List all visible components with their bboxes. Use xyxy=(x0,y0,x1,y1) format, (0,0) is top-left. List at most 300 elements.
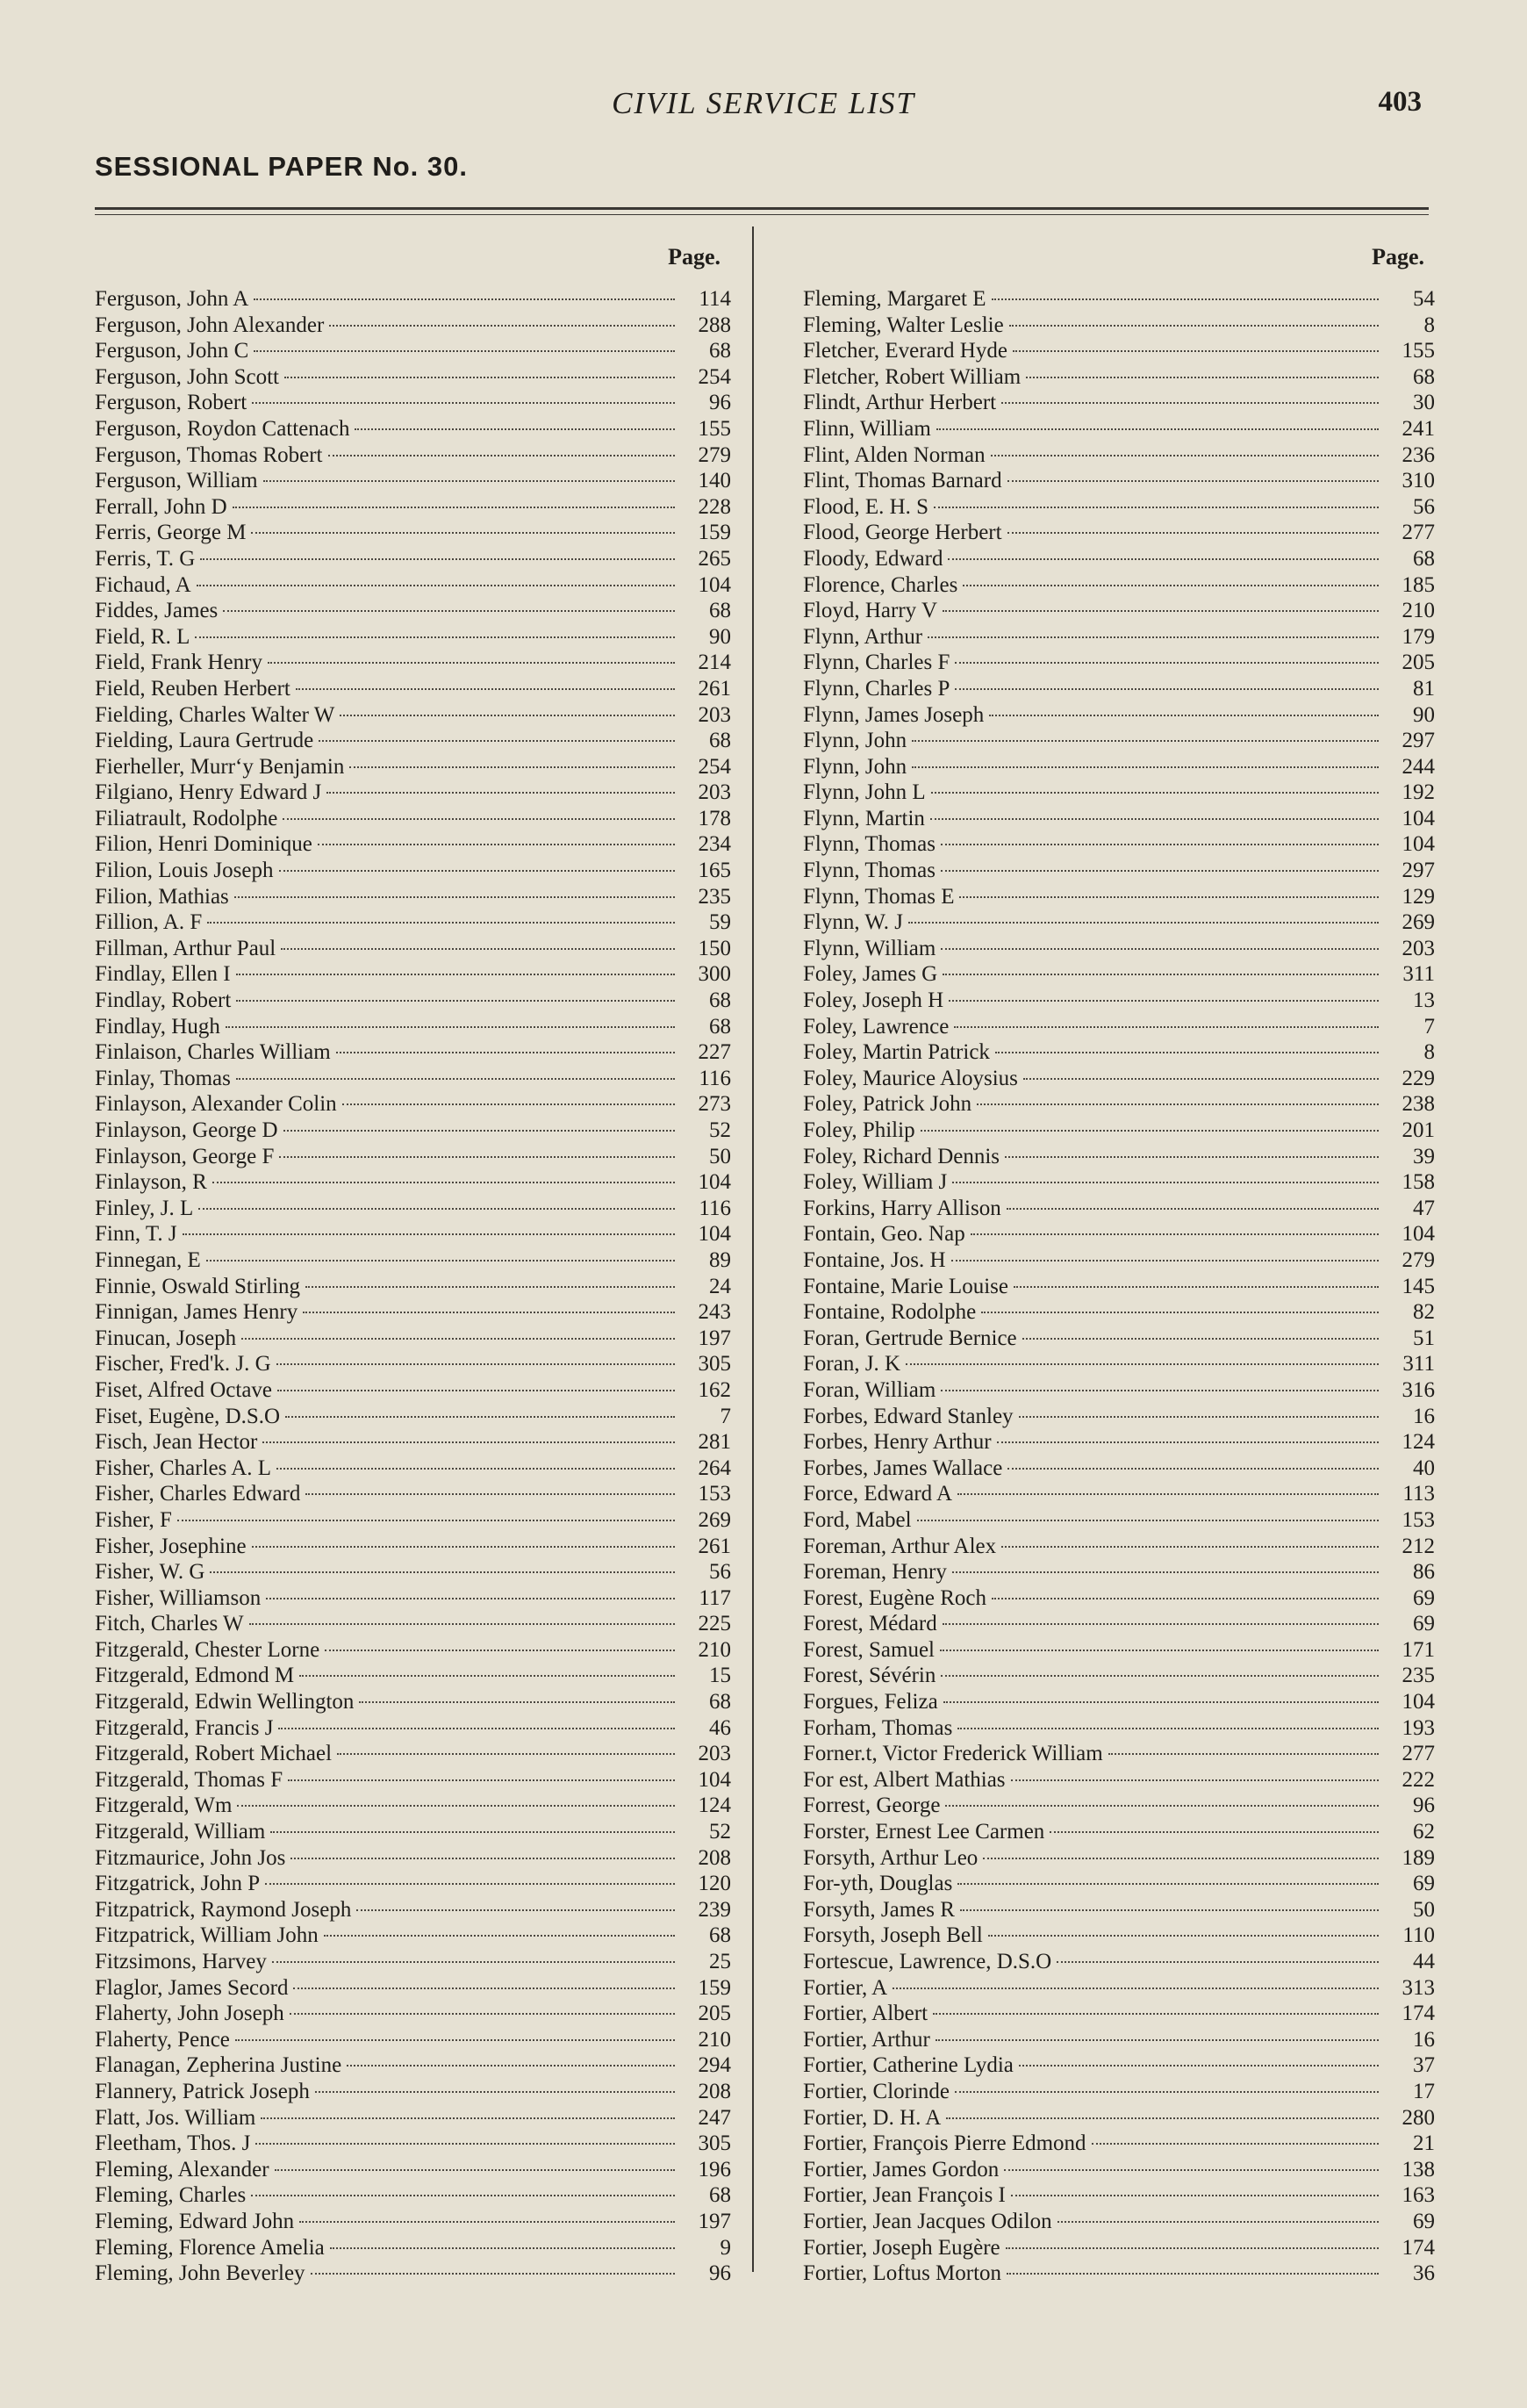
index-entry xyxy=(803,909,1435,936)
dot-leader xyxy=(1006,2247,1379,2249)
entry-name: Forgues, Feliza xyxy=(803,1690,938,1714)
entry-name: For-yth, Douglas xyxy=(803,1872,953,1896)
entry-page-number: 229 xyxy=(1402,1066,1435,1090)
entry-page-number: 153 xyxy=(1402,1507,1435,1532)
dot-leader xyxy=(340,715,675,716)
entry-name: Fitzgerald, Edmond M xyxy=(95,1664,295,1688)
dot-leader xyxy=(948,558,1379,560)
entry-page-number: 62 xyxy=(1413,1820,1435,1844)
dot-leader xyxy=(249,1623,675,1625)
dot-leader xyxy=(934,507,1379,508)
entry-name: Filion, Mathias xyxy=(95,884,229,909)
entry-name: Findlay, Ellen I xyxy=(95,962,231,987)
dot-leader xyxy=(1014,1286,1379,1288)
index-entry xyxy=(95,520,731,546)
index-entry xyxy=(95,1949,731,1975)
entry-name: Forner.t, Victor Frederick William xyxy=(803,1742,1103,1766)
index-entry xyxy=(803,1897,1435,1923)
entry-name: Fortescue, Lawrence, D.S.O xyxy=(803,1950,1052,1973)
entry-name: Flynn, James Joseph xyxy=(803,702,985,727)
entry-name: Flynn, John xyxy=(803,729,907,753)
dot-leader xyxy=(995,1052,1379,1053)
index-entry xyxy=(95,1429,731,1456)
entry-page-number: 104 xyxy=(698,1222,731,1247)
index-entry xyxy=(803,1767,1435,1793)
entry-page-number: 305 xyxy=(698,2131,731,2156)
entry-name: Foran, Gertrude Bernice xyxy=(803,1326,1017,1350)
index-entry xyxy=(803,338,1435,364)
entry-name: Flynn, William xyxy=(803,936,936,960)
entry-name: Finnigan, James Henry xyxy=(95,1300,298,1325)
dot-leader xyxy=(955,2091,1379,2093)
index-entry xyxy=(95,1274,731,1300)
dot-leader xyxy=(912,740,1379,742)
index-entry xyxy=(95,1663,731,1689)
entry-name: Forrest, George xyxy=(803,1793,941,1818)
index-entry xyxy=(95,2209,731,2235)
index-entry xyxy=(95,1014,731,1040)
dot-leader xyxy=(957,1493,1379,1495)
dot-leader xyxy=(936,428,1379,430)
dot-leader xyxy=(1011,2195,1379,2196)
entry-name: Fitzgerald, Francis J xyxy=(95,1715,274,1740)
dot-leader xyxy=(943,1623,1379,1625)
entry-name: Fleming, Edward John xyxy=(95,2209,295,2233)
entry-name: Fielding, Charles Walter W xyxy=(95,702,335,727)
entry-page-number: 277 xyxy=(1402,521,1435,545)
dot-leader xyxy=(234,896,675,898)
dot-leader xyxy=(988,1935,1379,1937)
entry-name: Foley, James G xyxy=(803,962,938,987)
entry-page-number: 185 xyxy=(1402,572,1435,597)
index-entry xyxy=(803,780,1435,806)
entry-page-number: 269 xyxy=(1402,910,1435,935)
entry-name: Forsyth, Arthur Leo xyxy=(803,1845,979,1870)
dot-leader xyxy=(941,844,1379,845)
entry-name: Foley, Richard Dennis xyxy=(803,1144,1000,1168)
entry-name: Forest, Eugène Roch xyxy=(803,1585,986,1610)
dot-leader xyxy=(311,2273,675,2275)
index-entry xyxy=(803,988,1435,1014)
entry-page-number: 124 xyxy=(698,1793,731,1818)
entry-name: Fontaine, Jos. H xyxy=(803,1247,946,1272)
dot-leader xyxy=(284,377,675,378)
entry-name: Fortier, Joseph Eugère xyxy=(803,2235,1000,2260)
dot-leader xyxy=(303,1312,675,1313)
index-entry xyxy=(95,909,731,936)
dot-leader xyxy=(1011,1779,1379,1781)
entry-page-number: 196 xyxy=(698,2157,731,2182)
index-entry xyxy=(95,806,731,832)
entry-name: Fitch, Charles W xyxy=(95,1612,244,1636)
index-entry xyxy=(95,313,731,339)
entry-page-number: 241 xyxy=(1402,416,1435,441)
dot-leader xyxy=(251,2195,675,2196)
entry-page-number: 214 xyxy=(698,651,731,675)
entry-name: Finlayson, George F xyxy=(95,1144,275,1168)
entry-name: Ferguson, Robert xyxy=(95,391,247,415)
dot-leader xyxy=(283,818,675,820)
entry-name: Ferguson, John A xyxy=(95,287,249,311)
dot-leader xyxy=(290,1858,675,1859)
entry-page-number: 46 xyxy=(709,1715,731,1740)
entry-name: Flynn, John xyxy=(803,754,907,779)
entry-name: Fillion, A. F xyxy=(95,910,203,935)
index-entry xyxy=(803,2131,1435,2157)
entry-name: Fleming, Charles xyxy=(95,2183,247,2208)
entry-page-number: 155 xyxy=(698,416,731,441)
index-entry xyxy=(95,546,731,572)
entry-page-number: 59 xyxy=(709,910,731,935)
entry-page-number: 238 xyxy=(1402,1092,1435,1117)
dot-leader xyxy=(1001,1546,1379,1548)
index-entry xyxy=(95,1793,731,1819)
entry-name: Filiatrault, Rodolphe xyxy=(95,806,278,830)
entry-name: Fitzpatrick, William John xyxy=(95,1923,319,1948)
index-entry xyxy=(803,1481,1435,1507)
index-entry xyxy=(95,2052,731,2079)
entry-page-number: 197 xyxy=(698,2209,731,2233)
dot-leader xyxy=(255,2143,675,2145)
index-entry xyxy=(95,1377,731,1404)
entry-page-number: 203 xyxy=(698,1742,731,1766)
dot-leader xyxy=(1005,1156,1379,1158)
entry-page-number: 227 xyxy=(698,1040,731,1065)
dot-leader xyxy=(198,1208,675,1210)
index-entry xyxy=(803,520,1435,546)
dot-leader xyxy=(943,1701,1379,1703)
index-entry xyxy=(803,2079,1435,2105)
entry-name: Fortier, Albert xyxy=(803,2002,928,2026)
dot-leader xyxy=(342,1103,675,1105)
entry-page-number: 120 xyxy=(698,1872,731,1896)
index-entry xyxy=(95,1507,731,1534)
index-entry xyxy=(95,1637,731,1664)
entry-page-number: 56 xyxy=(709,1560,731,1585)
entry-page-number: 89 xyxy=(709,1247,731,1272)
index-entry xyxy=(803,1559,1435,1585)
entry-page-number: 68 xyxy=(709,1923,731,1948)
page-header xyxy=(0,0,1527,219)
entry-name: Fortier, D. H. A xyxy=(803,2105,942,2130)
entry-page-number: 54 xyxy=(1413,287,1435,311)
index-entry xyxy=(95,1871,731,1897)
entry-page-number: 222 xyxy=(1402,1767,1435,1792)
entry-name: Fleming, Florence Amelia xyxy=(95,2235,325,2260)
dot-leader xyxy=(272,1961,675,1963)
dot-leader xyxy=(933,2013,1379,2015)
dot-leader xyxy=(290,2013,675,2015)
entry-name: Ferguson, Roydon Cattenach xyxy=(95,416,350,441)
left-entry-list xyxy=(95,286,731,2287)
dot-leader xyxy=(326,792,675,794)
entry-name: Fitzgatrick, John P xyxy=(95,1872,261,1896)
entry-name: Foley, Patrick John xyxy=(803,1092,972,1117)
entry-page-number: 9 xyxy=(720,2235,731,2260)
entry-page-number: 104 xyxy=(698,1170,731,1195)
entry-page-number: 44 xyxy=(1413,1950,1435,1973)
dot-leader xyxy=(949,1000,1379,1002)
entry-page-number: 110 xyxy=(1402,1923,1435,1948)
dot-leader xyxy=(930,818,1379,820)
entry-name: Forsyth, James R xyxy=(803,1897,955,1922)
entry-page-number: 50 xyxy=(709,1144,731,1168)
entry-name: Fitzsimons, Harvey xyxy=(95,1950,267,1973)
entry-name: Forster, Ernest Lee Carmen xyxy=(803,1820,1045,1844)
entry-page-number: 104 xyxy=(1402,1222,1435,1247)
dot-leader xyxy=(1009,325,1379,327)
dot-leader xyxy=(305,1286,675,1288)
dot-leader xyxy=(254,298,675,300)
index-entry xyxy=(803,831,1435,858)
entry-page-number: 69 xyxy=(1413,1872,1435,1896)
index-entry xyxy=(803,1091,1435,1118)
entry-page-number: 138 xyxy=(1402,2157,1435,2182)
entry-page-number: 37 xyxy=(1413,2053,1435,2078)
dot-leader xyxy=(936,2039,1379,2041)
index-entry xyxy=(95,1534,731,1560)
entry-name: Filion, Louis Joseph xyxy=(95,859,274,883)
index-entry xyxy=(95,572,731,599)
entry-name: Fiddes, James xyxy=(95,599,219,623)
dot-leader xyxy=(305,1493,675,1495)
dot-leader xyxy=(329,325,675,327)
entry-page-number: 203 xyxy=(1402,936,1435,960)
entry-name: Finlayson, R xyxy=(95,1170,207,1195)
entry-page-number: 69 xyxy=(1413,1612,1435,1636)
dot-leader xyxy=(336,1052,675,1053)
entry-page-number: 68 xyxy=(709,1014,731,1039)
entry-name: Fortier, Arthur xyxy=(803,2027,930,2052)
entry-name: Finley, J. L xyxy=(95,1196,194,1220)
index-entry xyxy=(803,1507,1435,1534)
index-entry xyxy=(803,1404,1435,1430)
index-entry xyxy=(95,1585,731,1612)
dot-leader xyxy=(265,1883,675,1885)
dot-leader xyxy=(1019,2065,1379,2067)
index-entry xyxy=(803,728,1435,754)
index-entry xyxy=(803,1741,1435,1767)
entry-page-number: 210 xyxy=(1402,599,1435,623)
entry-name: Flood, E. H. S xyxy=(803,494,929,519)
entry-page-number: 90 xyxy=(1413,702,1435,727)
dot-leader xyxy=(1108,1753,1379,1755)
left-column-heading: Page. xyxy=(668,244,720,270)
entry-name: Foreman, Arthur Alex xyxy=(803,1534,997,1558)
entry-name: Flannery, Patrick Joseph xyxy=(95,2079,310,2103)
index-entry xyxy=(95,1456,731,1482)
dot-leader xyxy=(347,2065,675,2067)
dot-leader xyxy=(296,688,675,690)
dot-leader xyxy=(921,1130,1379,1132)
entry-page-number: 310 xyxy=(1402,469,1435,493)
entry-page-number: 155 xyxy=(1402,339,1435,363)
index-entry xyxy=(803,2261,1435,2287)
index-entry xyxy=(95,2105,731,2131)
dot-leader xyxy=(952,1571,1379,1573)
index-entry xyxy=(95,961,731,988)
entry-name: Fortier, Loftus Morton xyxy=(803,2261,1002,2286)
index-entry xyxy=(95,1091,731,1118)
index-entry xyxy=(95,416,731,442)
dot-leader xyxy=(233,507,675,508)
entry-page-number: 210 xyxy=(698,2027,731,2052)
header-rule-thin xyxy=(95,214,1429,215)
entry-name: Flynn, Thomas xyxy=(803,859,936,883)
dot-leader xyxy=(279,1156,675,1158)
dot-leader xyxy=(183,1233,675,1235)
index-entry xyxy=(803,624,1435,651)
entry-page-number: 239 xyxy=(698,1897,731,1922)
entry-name: Fletcher, Everard Hyde xyxy=(803,339,1007,363)
dot-leader xyxy=(235,2039,675,2041)
dot-leader xyxy=(275,2169,675,2171)
entry-page-number: 145 xyxy=(1402,1274,1435,1298)
index-entry xyxy=(803,2157,1435,2183)
entry-page-number: 68 xyxy=(709,988,731,1013)
index-entry xyxy=(95,624,731,651)
dot-leader xyxy=(195,636,675,638)
index-entry xyxy=(803,884,1435,910)
index-entry xyxy=(803,1429,1435,1456)
entry-page-number: 7 xyxy=(720,1404,731,1428)
dot-leader xyxy=(324,1935,675,1937)
dot-leader xyxy=(963,585,1379,586)
entry-page-number: 81 xyxy=(1413,676,1435,701)
index-entry xyxy=(95,286,731,313)
index-entry xyxy=(803,2235,1435,2261)
index-entry xyxy=(803,858,1435,884)
index-entry xyxy=(803,1118,1435,1144)
index-entry xyxy=(95,494,731,521)
index-entry xyxy=(803,1871,1435,1897)
entry-name: Flynn, Thomas xyxy=(803,832,936,857)
entry-page-number: 235 xyxy=(1402,1664,1435,1688)
entry-page-number: 247 xyxy=(698,2105,731,2130)
entry-page-number: 269 xyxy=(698,1507,731,1532)
entry-page-number: 162 xyxy=(698,1377,731,1402)
dot-leader xyxy=(906,1363,1379,1365)
entry-page-number: 116 xyxy=(699,1196,731,1220)
entry-page-number: 140 xyxy=(698,469,731,493)
dot-leader xyxy=(1007,2273,1379,2275)
dot-leader xyxy=(991,455,1379,456)
index-entry xyxy=(95,1144,731,1170)
dot-leader xyxy=(210,1571,675,1573)
entry-page-number: 228 xyxy=(698,494,731,519)
entry-name: Fletcher, Robert William xyxy=(803,364,1022,389)
entry-page-number: 16 xyxy=(1413,2027,1435,2052)
entry-name: Finnegan, E xyxy=(95,1247,201,1272)
entry-name: Ferguson, John C xyxy=(95,339,249,363)
entry-page-number: 8 xyxy=(1423,1040,1435,1065)
index-entry xyxy=(803,1014,1435,1040)
index-entry xyxy=(803,1299,1435,1326)
index-entry xyxy=(803,1663,1435,1689)
entry-name: Fisher, Williamson xyxy=(95,1585,262,1610)
entry-name: Ferguson, Thomas Robert xyxy=(95,442,323,467)
index-entry xyxy=(803,1949,1435,1975)
dot-leader xyxy=(236,974,675,975)
entry-page-number: 163 xyxy=(1402,2183,1435,2208)
entry-page-number: 311 xyxy=(1402,1352,1435,1377)
index-entry xyxy=(803,1689,1435,1715)
entry-name: Flynn, Thomas E xyxy=(803,884,955,909)
entry-name: Forkins, Harry Allison xyxy=(803,1196,1001,1220)
entry-page-number: 7 xyxy=(1423,1014,1435,1039)
entry-name: Flaherty, John Joseph xyxy=(95,2002,284,2026)
index-entry xyxy=(803,1221,1435,1247)
entry-page-number: 16 xyxy=(1413,1404,1435,1428)
entry-name: Ferguson, William xyxy=(95,469,258,493)
entry-page-number: 158 xyxy=(1402,1170,1435,1195)
entry-name: Flynn, Martin xyxy=(803,806,925,830)
dot-leader xyxy=(262,1441,675,1443)
dot-leader xyxy=(917,1520,1379,1521)
page-number: 403 xyxy=(1378,86,1422,118)
entry-name: Floyd, Harry V xyxy=(803,599,938,623)
dot-leader xyxy=(977,1103,1379,1105)
entry-name: Fortier, Jean Jacques Odilon xyxy=(803,2209,1052,2233)
entry-name: Fortier, A xyxy=(803,1975,888,2000)
entry-name: Florence, Charles xyxy=(803,572,958,597)
dot-leader xyxy=(318,844,675,845)
index-entry xyxy=(803,1144,1435,1170)
dot-leader xyxy=(337,1753,675,1755)
dot-leader xyxy=(325,1650,675,1651)
entry-name: Findlay, Robert xyxy=(95,988,232,1013)
entry-page-number: 153 xyxy=(698,1482,731,1506)
entry-name: Fitzgerald, William xyxy=(95,1820,266,1844)
entry-page-number: 225 xyxy=(698,1612,731,1636)
dot-leader xyxy=(299,1675,675,1677)
right-column-heading: Page. xyxy=(1372,244,1424,270)
dot-leader xyxy=(981,1312,1379,1313)
entry-page-number: 277 xyxy=(1402,1742,1435,1766)
dot-leader xyxy=(223,610,675,612)
entry-name: Forbes, James Wallace xyxy=(803,1456,1003,1480)
entry-page-number: 265 xyxy=(698,546,731,571)
entry-name: Flynn, Charles P xyxy=(803,676,950,701)
entry-page-number: 208 xyxy=(698,2079,731,2103)
entry-page-number: 261 xyxy=(698,676,731,701)
entry-name: Field, Reuben Herbert xyxy=(95,676,290,701)
dot-leader xyxy=(941,948,1379,950)
dot-leader xyxy=(207,922,675,924)
entry-name: Foran, J. K xyxy=(803,1352,901,1377)
index-entry xyxy=(95,1118,731,1144)
entry-name: Fillman, Arthur Paul xyxy=(95,936,276,960)
index-entry xyxy=(95,1559,731,1585)
index-entry xyxy=(95,936,731,962)
entry-name: Ferrall, John D xyxy=(95,494,227,519)
index-entry xyxy=(803,676,1435,702)
entry-name: For est, Albert Mathias xyxy=(803,1767,1006,1792)
entry-name: Fisher, Charles Edward xyxy=(95,1482,301,1506)
dot-leader xyxy=(268,662,675,664)
index-entry xyxy=(95,1169,731,1196)
index-entry xyxy=(95,754,731,780)
index-entry xyxy=(95,831,731,858)
entry-name: Flinn, William xyxy=(803,416,931,441)
dot-leader xyxy=(270,1831,675,1833)
dot-leader xyxy=(283,1130,675,1132)
entry-page-number: 117 xyxy=(699,1585,731,1610)
index-entry xyxy=(803,754,1435,780)
index-entry xyxy=(95,1845,731,1872)
index-entry xyxy=(803,468,1435,494)
entry-name: Flindt, Arthur Herbert xyxy=(803,391,997,415)
